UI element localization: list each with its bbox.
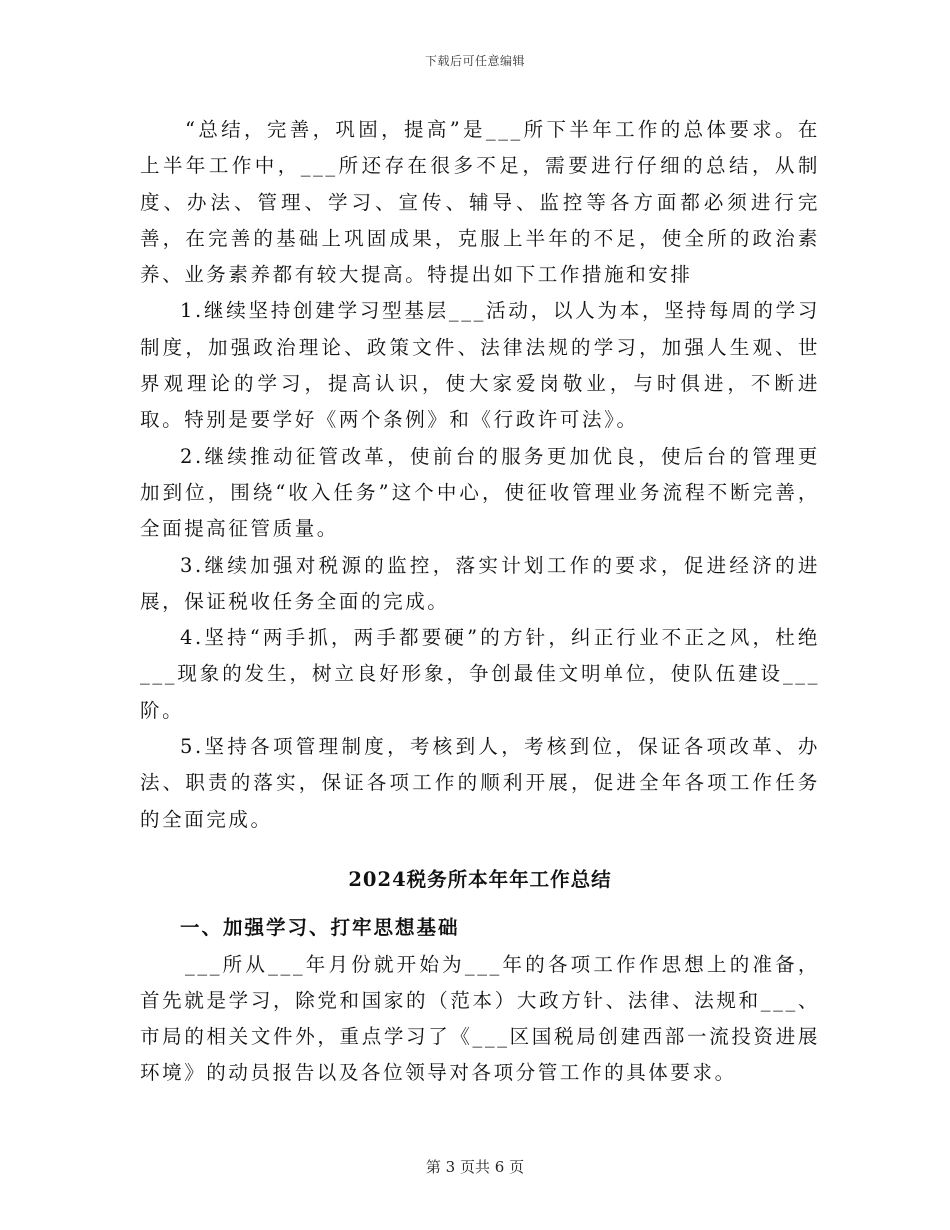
document-body [140, 112, 820, 1092]
intro-paragraph: “总结，完善，巩固，提高”是___所下半年工作的总体要求。在上半年工作中，___所还存在很多不足，需要进行仔细的总结，从制度、办法、管理、学习、宣传、辅导、监控等各方面都必须进行完善，在完善的基础上巩固成果，克服上半年的不足，使全所的政治素养、业务素养都有较大提高。特提出如下工作措施和安排 [140, 118, 820, 287]
item-5-paragraph: 5.坚持各项管理制度，考核到人，考核到位，保证各项改革、办法、职责的落实，保证各项工作的顺利开展，促进全年各项工作任务的全面完成。 [140, 735, 820, 831]
section-heading: 一、加强学习、打牢思想基础 [180, 916, 460, 940]
section-paragraph: ___所从___年月份就开始为___年的各项工作作思想上的准备，首先就是学习，除党和国家的（范本）大政方针、法律、法规和___、市局的相关文件外，重点学习了《___区国税局创建西部一流投资进展环境》的动员报告以及各位领导对各项分管工作的具体要求。 [140, 952, 820, 1085]
item-2-paragraph: 2.继续推动征管改革，使前台的服务更加优良，使后台的管理更加到位，围绕“收入任务”这个中心，使征收管理业务流程不断完善，全面提高征管质量。 [140, 444, 820, 541]
page-footer: 第 3 页共 6 页 [425, 1158, 525, 1176]
document-title: 2024税务所本年年工作总结 [348, 867, 612, 891]
item-4-paragraph: 4.坚持“两手抓，两手都要硬”的方针，纠正行业不正之风，杜绝___现象的发生，树立良好形象，争创最佳文明单位，使队伍建设___阶。 [140, 626, 820, 722]
item-1-paragraph: 1.继续坚持创建学习型基层___活动，以人为本，坚持每周的学习制度，加强政治理论、政策文件、法律法规的学习，加强人生观、世界观理论的学习，提高认识，使大家爱岗敬业，与时俱进，不断进取。特别是要学好《两个条例》和《行政许可法》。 [140, 299, 820, 432]
item-3-paragraph: 3.继续加强对税源的监控，落实计划工作的要求，促进经济的进展，保证税收任务全面的完成。 [140, 553, 820, 613]
page-header: 下载后可任意编辑 [424, 54, 525, 68]
